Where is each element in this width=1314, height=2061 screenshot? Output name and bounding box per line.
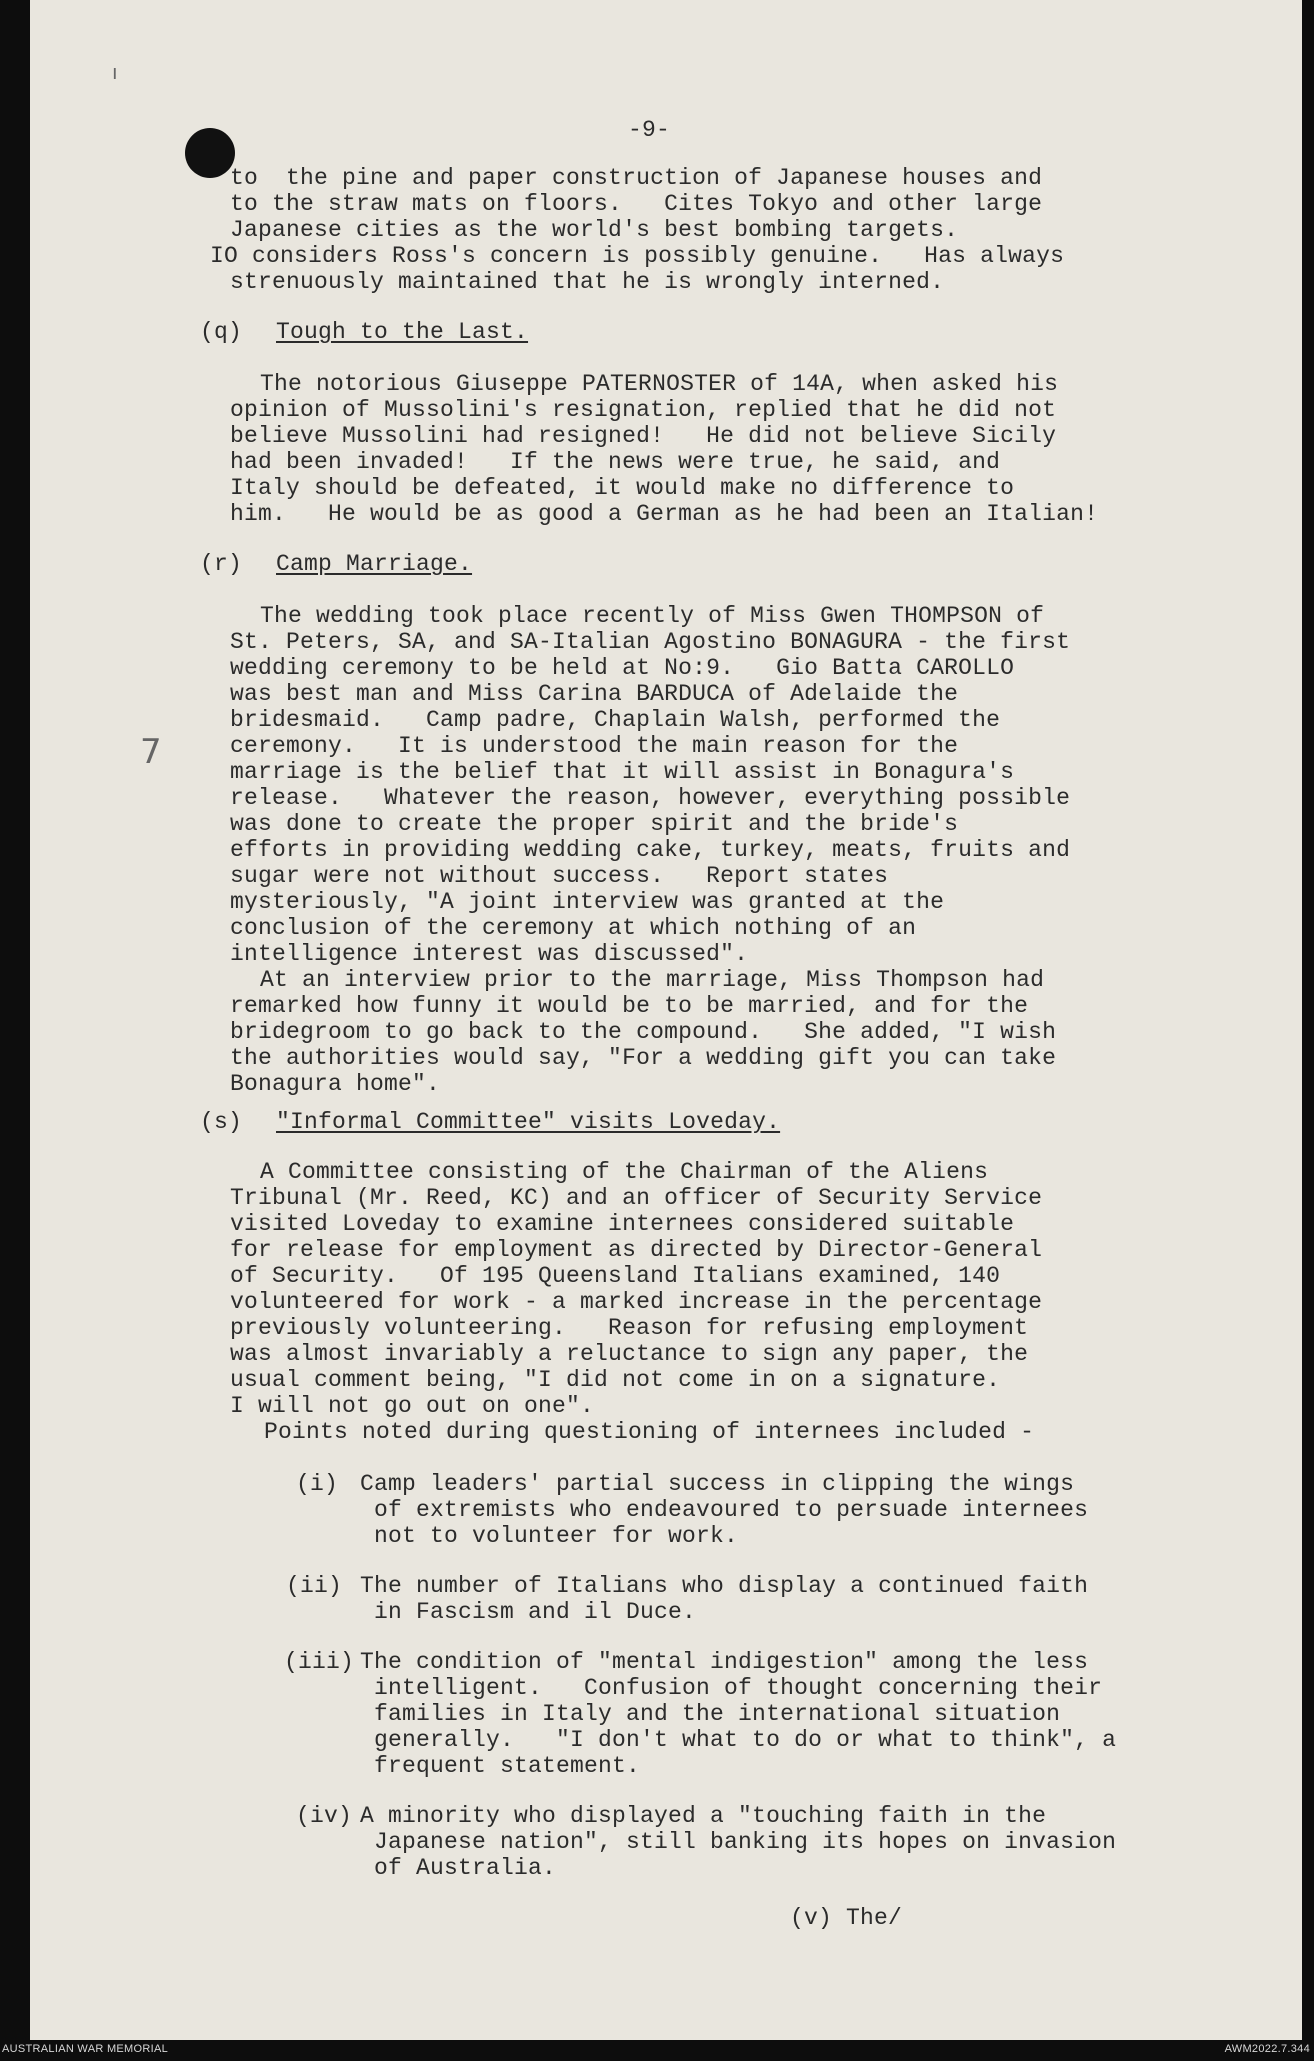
archive-reference: AWM2022.7.344 xyxy=(1224,2043,1310,2055)
text-line: The wedding took place recently of Miss Gwen THOMPSON of xyxy=(260,603,1045,629)
text-line: opinion of Mussolini's resignation, replied that he did not xyxy=(230,397,1057,423)
text-line: of extremists who endeavoured to persuade internees xyxy=(374,1497,1089,1523)
text-line: for release for employment as directed by Director-General xyxy=(230,1237,1043,1263)
pencil-mark: 7 xyxy=(140,732,162,772)
point-label: (iii) xyxy=(284,1649,355,1675)
text-line: had been invaded! If the news were true, he said, and xyxy=(230,449,1001,475)
text-line: release. Whatever the reason, however, everything possible xyxy=(230,785,1071,811)
point-label: (iv) xyxy=(296,1803,353,1829)
text-line: A Committee consisting of the Chairman of the Aliens xyxy=(260,1159,989,1185)
text-line: in Fascism and il Duce. xyxy=(374,1599,697,1625)
text-line: not to volunteer for work. xyxy=(374,1523,739,1549)
text-line: IO considers Ross's concern is possibly genuine. Has always xyxy=(210,243,1065,269)
text-line: The notorious Giuseppe PATERNOSTER of 14A, when asked his xyxy=(260,371,1059,397)
text-line: marriage is the belief that it will assist in Bonagura's xyxy=(230,759,1015,785)
text-line: The number of Italians who display a continued faith xyxy=(360,1573,1089,1599)
text-line: sugar were not without success. Report states xyxy=(230,863,889,889)
text-line: frequent statement. xyxy=(374,1753,641,1779)
typed-text xyxy=(30,0,1302,2040)
text-line: him. He would be as good a German as he had been an Italian! xyxy=(230,501,1099,527)
text-line: of Australia. xyxy=(374,1855,557,1881)
text-line: bridesmaid. Camp padre, Chaplain Walsh, performed the xyxy=(230,707,1001,733)
text-line: strenuously maintained that he is wrongly interned. xyxy=(230,269,945,295)
text-line: bridegroom to go back to the compound. She added, "I wish xyxy=(230,1019,1057,1045)
text-line: remarked how funny it would be to be married, and for the xyxy=(230,993,1029,1019)
text-line: families in Italy and the international situation xyxy=(374,1701,1061,1727)
pencil-mark: ı xyxy=(112,60,118,84)
text-line: to the straw mats on floors. Cites Tokyo and other large xyxy=(230,191,1043,217)
text-line: ceremony. It is understood the main reason for the xyxy=(230,733,959,759)
text-line: intelligence interest was discussed". xyxy=(230,941,749,967)
section-title: Camp Marriage. xyxy=(276,551,473,577)
text-line: St. Peters, SA, and SA-Italian Agostino BONAGURA - the first xyxy=(230,629,1071,655)
text-line: Japanese cities as the world's best bombing targets. xyxy=(230,217,959,243)
text-line: mysteriously, "A joint interview was granted at the xyxy=(230,889,945,915)
text-line: At an interview prior to the marriage, Miss Thompson had xyxy=(260,967,1045,993)
text-line: A minority who displayed a "touching faith in the xyxy=(360,1803,1047,1829)
text-line: to the pine and paper construction of Japanese houses and xyxy=(230,165,1043,191)
text-line: efforts in providing wedding cake, turkey, meats, fruits and xyxy=(230,837,1071,863)
text-line: Japanese nation", still banking its hopes on invasion xyxy=(374,1829,1117,1855)
text-line: was best man and Miss Carina BARDUCA of Adelaide the xyxy=(230,681,959,707)
section-label: (q) xyxy=(200,319,243,345)
archive-credit: AUSTRALIAN WAR MEMORIAL xyxy=(2,2043,169,2055)
text-line: Bonagura home". xyxy=(230,1071,441,1097)
section-label: (s) xyxy=(200,1109,243,1135)
section-label: (r) xyxy=(200,551,243,577)
text-line: believe Mussolini had resigned! He did not believe Sicily xyxy=(230,423,1057,449)
text-line: the authorities would say, "For a wedding gift you can take xyxy=(230,1045,1057,1071)
text-line: Points noted during questioning of internees included - xyxy=(264,1419,1035,1445)
text-line: generally. "I don't what to do or what to think", a xyxy=(374,1727,1117,1753)
text-line: volunteered for work - a marked increase in the percentage xyxy=(230,1289,1043,1315)
text-line: was done to create the proper spirit and the bride's xyxy=(230,811,959,837)
text-line: visited Loveday to examine internees considered suitable xyxy=(230,1211,1015,1237)
catchword: (v) The/ xyxy=(790,1905,903,1931)
section-title: Tough to the Last. xyxy=(276,319,529,345)
text-line: intelligent. Confusion of thought concerning their xyxy=(374,1675,1103,1701)
text-line: I will not go out on one". xyxy=(230,1393,595,1419)
text-line: was almost invariably a reluctance to sign any paper, the xyxy=(230,1341,1029,1367)
point-label: (ii) xyxy=(286,1573,343,1599)
text-line: conclusion of the ceremony at which nothing of an xyxy=(230,915,917,941)
text-line: Camp leaders' partial success in clipping the wings xyxy=(360,1471,1075,1497)
text-line: Italy should be defeated, it would make no difference to xyxy=(230,475,1015,501)
section-title: "Informal Committee" visits Loveday. xyxy=(276,1109,781,1135)
text-line: usual comment being, "I did not come in on a signature. xyxy=(230,1367,1001,1393)
page-number: -9- xyxy=(628,117,671,143)
text-line: Tribunal (Mr. Reed, KC) and an officer of Security Service xyxy=(230,1185,1043,1211)
text-line: wedding ceremony to be held at No:9. Gio Batta CAROLLO xyxy=(230,655,1015,681)
document-page xyxy=(30,0,1302,2040)
text-line: previously volunteering. Reason for refusing employment xyxy=(230,1315,1029,1341)
point-label: (i) xyxy=(296,1471,339,1497)
text-line: The condition of "mental indigestion" among the less xyxy=(360,1649,1089,1675)
text-line: of Security. Of 195 Queensland Italians examined, 140 xyxy=(230,1263,1001,1289)
